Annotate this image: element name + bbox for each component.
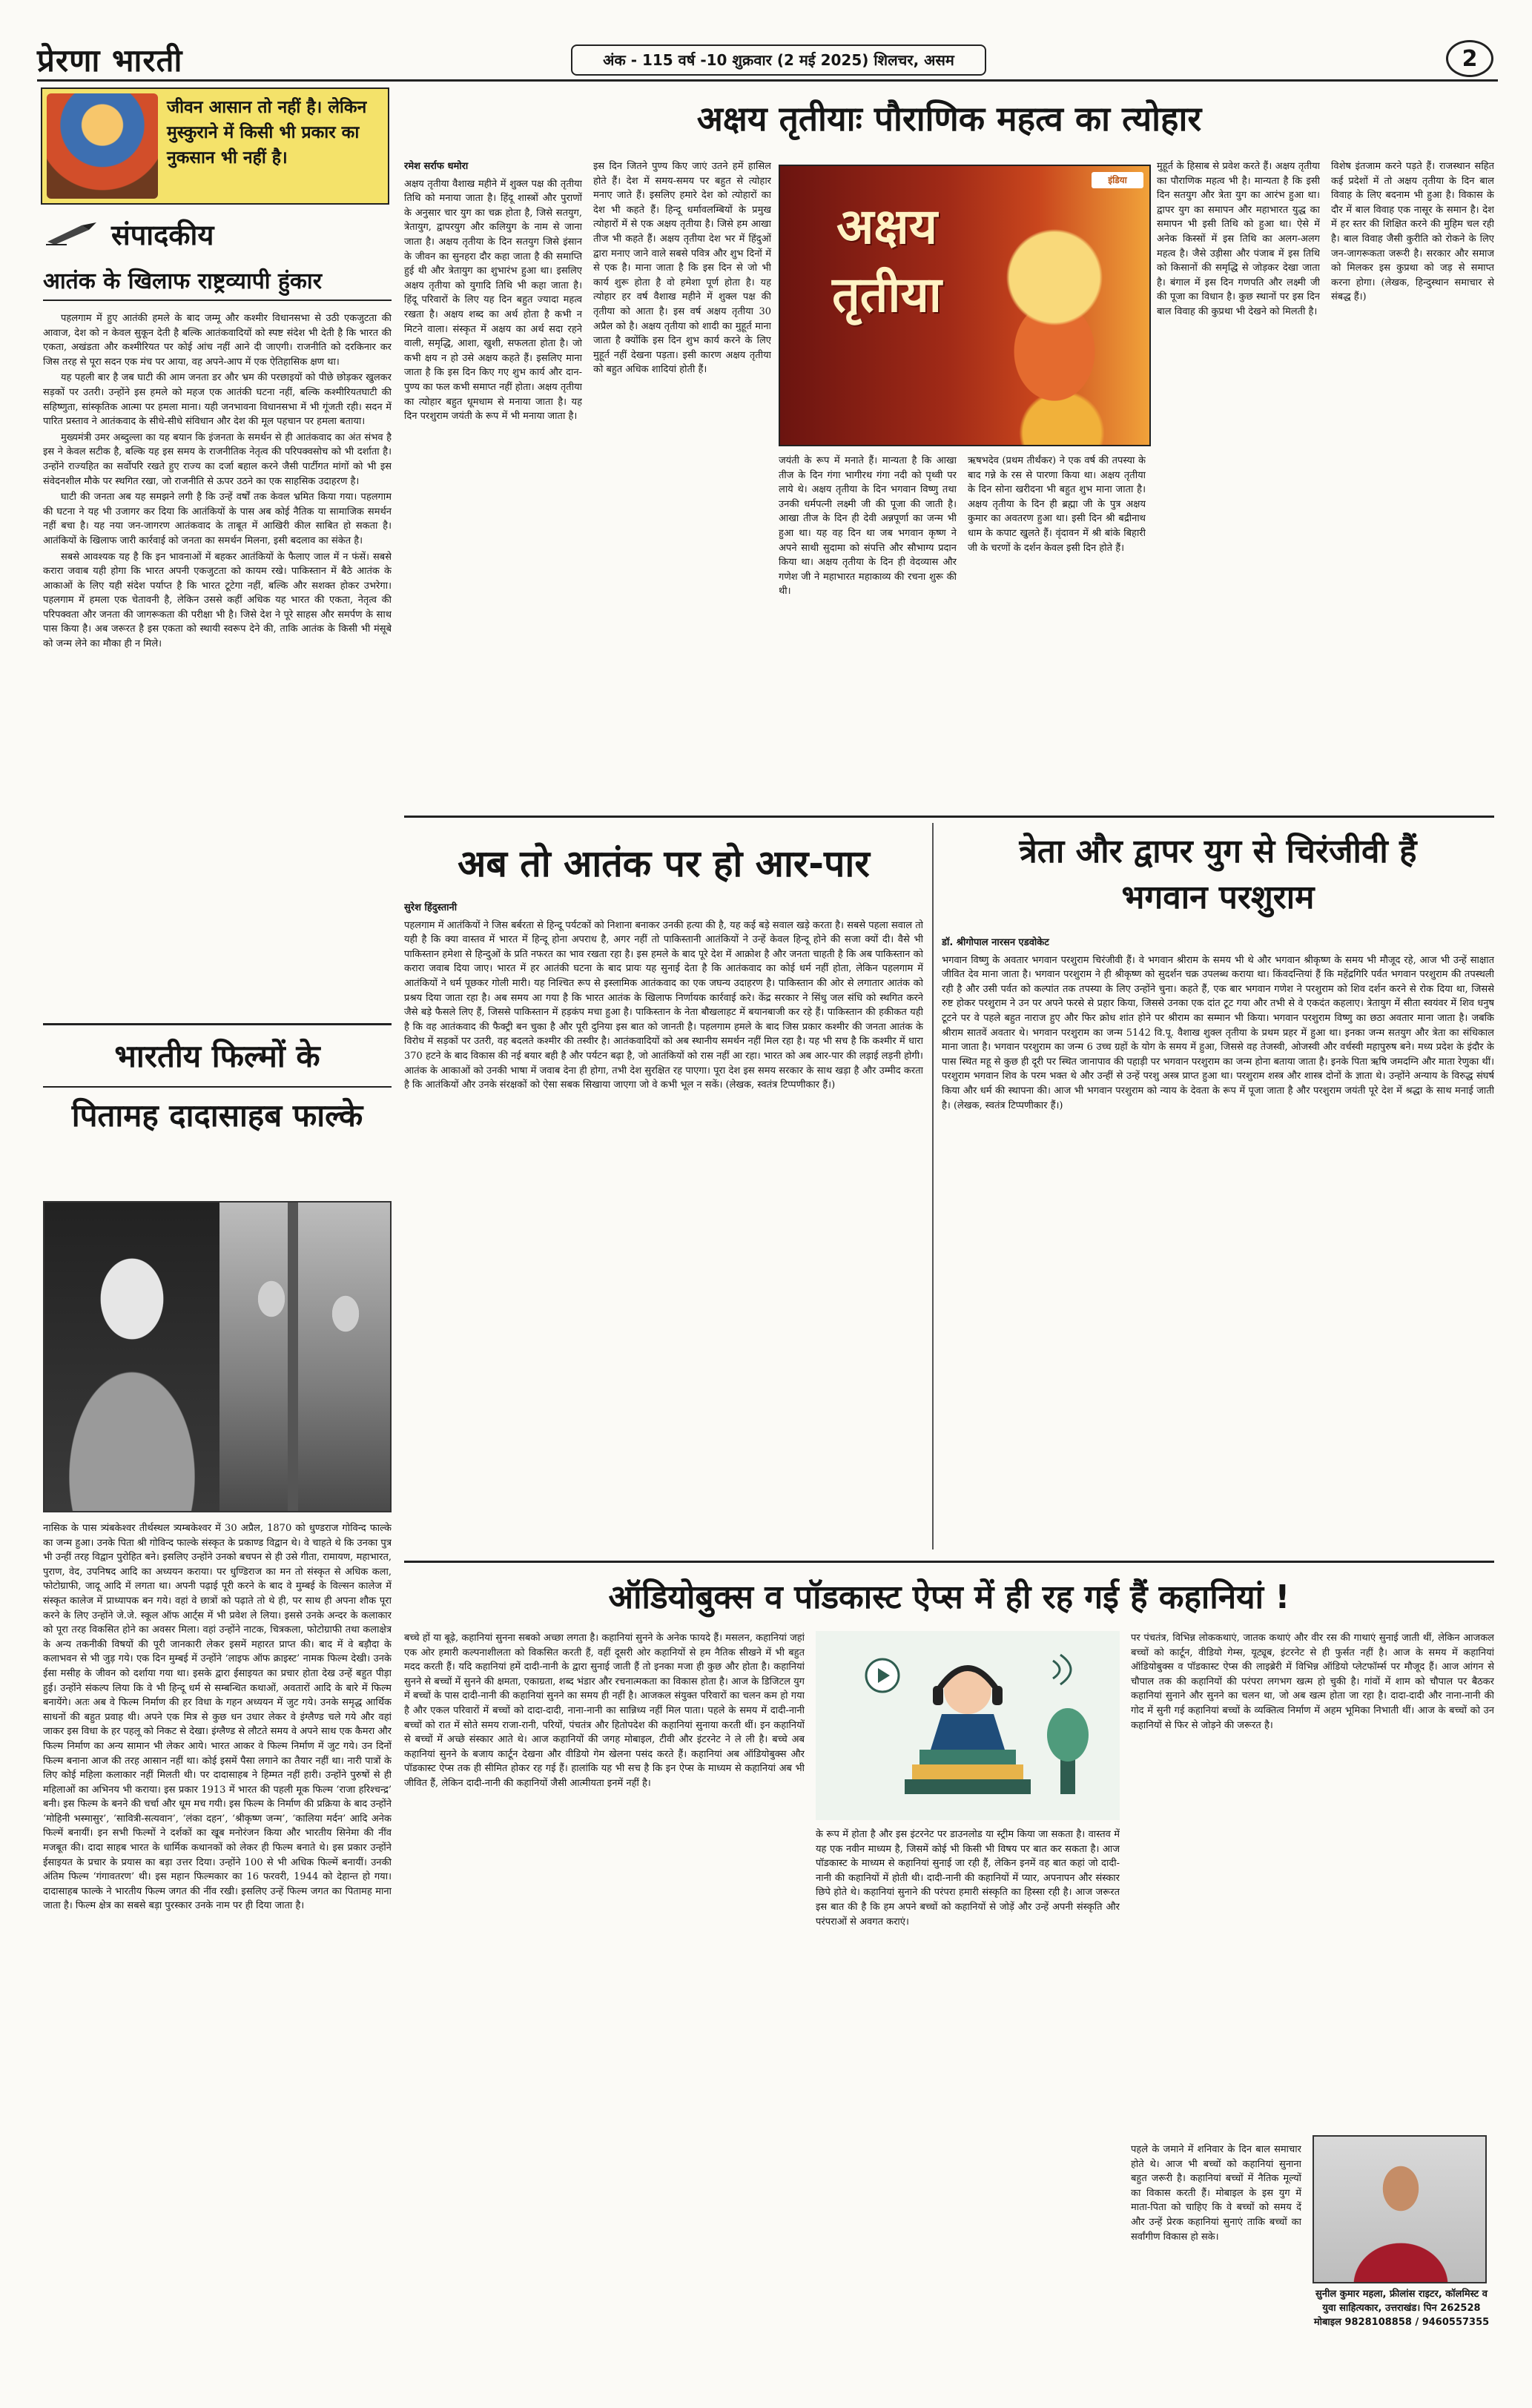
parshuram-title-line2: भगवान परशुराम: [1121, 879, 1315, 916]
audio-column-3: पर पंचतंत्र, विभिन्न लोककथाएं, जातक कथाएं और वीर रस की गाथाएं सुनाई जाती थीं, लेकिन आजकल बच्चों को कार्टून, वीडियो गेम्स, यूट्यूब, इंटरनेट से ही फुर्सत नहीं है। आज के समय में कहानियां ऑडियोबुक्स व पॉडकास्ट ऐप्स की लाइब्रेरी में विभिन्न ऑडियो प्लेटफॉर्म्स पर मौजूद हैं। आज आंगन से चौपाल तक की कहानियों की परंपरा लगभग खत्म हो चुकी है। गांवों में शाम को चौपाल पर बैठकर कहानियां सुनाने और सुनने का चलन था, जो अब खत्म होता जा रहा है। दादा-दादी और नाना-नानी की गोद में सुनी गई कहानियां बच्चों के व्यक्तित्व निर्माण में अहम भूमिका निभाती थीं। आज के बच्चों को उन कहानियों से फिर से जोड़ने की जरूरत है।: [1131, 1633, 1494, 1731]
film-article-body: नासिक के पास त्र्यंबकेश्वर तीर्थस्थल त्र्यम्बकेश्वर में 30 अप्रैल, 1870 को धुण्डराज गोविन्द फाल्के का जन्म हुआ। उनके पिता श्री गोविन्द फाल्के संस्कृत के प्रकाण्ड विद्वान थे। वे चाहते थे कि उनका पुत्र भी उन्हीं तरह विद्वान पुरोहित बने। इसलिए उन्होंने उनको बचपन से ही उसे गीता, रामायण, महाभारत, पुराण, वेद, उपनिषद आदि का अध्ययन कराया। पर धुण्डिराज का मन तो संस्कृत से अधिक कला, फोटोग्राफी, जादू आदि में लगता था। अपनी पढ़ाई पूरी करने के बाद वे मुम्बई के विल्सन कालेज में संस्कृत कालेज में प्राध्यापक बन गये। वहां वे छात्रों को पढ़ाते तो थे ही, पर साथ ही अपना शौक पूरा करने के लिए उन्होंने जे.जे. स्कूल ऑफ आर्ट्स में भी प्रवेश ले लिया। इससे उनके अन्दर के कलाकार को पूरा तरह विकसित होने का अवसर मिला। वहां उन्होंने नाटक, चित्रकला, फोटोग्राफी तथा कलाक्षेत्र के अन्य तकनीकी विषयों की पूरी जानकारी लेकर इसमें महारत प्राप्त की। बाद में वे बड़ौदा के कलाभवन से भी जुड़ गये। एक दिन मुम्बई में उन्होंने ‘लाइफ ऑफ क्राइस्ट’ नामक फिल्म देखी। उनके ईसा मसीह के जीवन को दर्शाया गया था। इसके द्वारा ईसाइयत का प्रचार होता देख उन्हें बहुत पीड़ा हुई। उन्होंने संकल्प लिया कि वे भी हिन्दू धर्म से सम्बन्धित कथाओं, अवतारों आदि के बारे में फिल्म बनायेंगे। अतः अब वे फिल्म निर्माण की हर विधा के गहन अध्ययन में जुट गये। उनके समृद्ध आर्थिक साधनों की बहुत प्रवाह थी। अपने एक मित्र से कुछ धन उधार लेकर वे इंग्लैण्ड चले गये और वहां जाकर इस विधा के हर पहलू को निकट से देखा। इंग्लैण्ड से लौटते समय वे अपने साथ एक कैमरा और फिल्म निर्माण का अन्य सामान भी लेकर आये। भारत आकर वे फिल्म निर्माण में जुट गये। उन दिनों फिल्म बनाना आज की तरह आसान नहीं था। कोई इसमें पैसा लगाने का तैयार नहीं था। नारी पात्रों के लिए कोई महिला कलाकार नहीं मिलती थी। पर दादासाहब ने हिम्मत नहीं हारी। उन्होंने पुरुषों से ही महिलाओं का अभिनय भी कराया। इस प्रकार 1913 में भारत की पहली मूक फिल्म ‘राजा हरिश्चन्द्र’ बनी। इस फिल्म के बनने की चर्चा और धूम मच गयी। इस फिल्म के निर्माण की प्रक्रिया के बाद उन्होंने ‘मोहिनी भस्मासुर’, ‘सावित्री-सत्यवान’, ‘लंका दहन’, ‘श्रीकृष्ण जन्म’, ‘कालिया मर्दन’ आदि अनेक फिल्में बनायीं। इन सभी फिल्मों ने दर्शकों का खूब मनोरंजन किया और भारतीय सिनेमा की नींव मजबूत की। दादा साहब भारत के धार्मिक कथानकों को लेकर ही फिल्म बनाते थे। इस प्रकार उन्होंने ईसाइयत के प्रचार के प्रयास का बड़ा उत्तर दिया। उन्होंने 100 से भी अधिक फिल्में बनायीं। उनकी अंतिम फिल्म ‘गंगावतरण’ थी। इस महान फिल्मकार का 16 फरवरी, 1944 को देहान्त हो गया। दादासाहब फाल्के ने भारतीय फिल्म जगत की नींव रखी। इसलिए उन्हें फिल्म जगत का पितामह माना जाता है। फिल्म क्षेत्र का सबसे बड़ा पुरस्कार उनके नाम पर ही दिया जाता है।: [43, 1523, 392, 1912]
akshaya-author: रमेश सर्राफ धमोरा: [404, 161, 469, 172]
film-title-line1: भारतीय फिल्मों के: [114, 1038, 320, 1074]
film-article-title: [43, 1023, 392, 1137]
film-photos: [43, 1201, 392, 1512]
section-divider: [404, 1561, 1494, 1563]
parshuram-body-text: भगवान विष्णु के अवतार भगवान परशुराम चिरंजीवी हैं। वे भगवान श्रीराम के समय भी थे और भगवान श्रीकृष्ण के समय भी मौजूद रहे, आज भी उन्हें साक्षात जीवित देव माना जाता है। भगवान परशुराम ने ही श्रीकृष्ण को सुदर्शन चक्र उपलब्ध कराया था। किंवदन्तियां हैं कि महेंद्रगिरि पर्वत भगवान परशुराम की तपस्थली रही है और उसी पर्वत को कल्पांत तक तपस्या के लिए उन्होंने चुना। कहते हैं, एक बार भगवान गणेश ने परशुराम को शिव दर्शन करने से रोक दिया था, जिससे रुष्ट होकर परशुराम ने उन पर अपने फरसे से प्रहार किया, जिससे उनका एक दांत टूट गया और तभी से वे एकदंत कहलाए। त्रेतायुग में सीता स्वयंवर में शिव धनुष टूटने पर वे पहले बहुत नाराज हुए और फिर क्रोध शांत होने पर श्रीराम का सम्मान भी किया। भगवान परशुराम विष्णु का छठा अवतार माना जाता है। जबकि श्रीराम सातवें अवतार थे। भगवान परशुराम का जन्म 5142 वि.पू. वैशाख शुक्ल तृतीया के प्रथम प्रहर में हुआ था। इनका जन्म सतयुग और त्रेता का संधिकाल माना जाता है। भगवान परशुराम का जन्म 6 उच्च ग्रहों के योग के समय में हुआ, जिससे वह तेजस्वी, ओजस्वी और वर्चस्वी महापुरुष बने। मध्य प्रदेश के इंदौर के पास स्थित महू से कुछ ही दूरी पर स्थित जानापाव की पहाड़ी पर भगवान परशुराम का जन्म होना बताया जाता है। इनके पिता ऋषि जमदग्नि और माता रेणुका थीं। परशुराम भगवान शिव के परम भक्त थे और उन्हीं से उन्हें परशु अस्त्र प्राप्त हुआ था। परशुराम शस्त्र और शास्त्र दोनों के ज्ञाता थे। उन्होंने अन्याय के विरुद्ध संघर्ष किया और धर्म की स्थापना की। आज भी भगवान परशुराम को न्याय के देवता के रूप में पूजा जाता है और परशुराम जयंती पूरे देश में श्रद्धा के साथ मनाई जाती है। (लेखक, स्वतंत्र टिप्पणीकार हैं।): [942, 954, 1494, 1111]
pen-icon: [44, 221, 101, 246]
akshaya-col1-text: अक्षय तृतीया वैशाख महीने में शुक्ल पक्ष की तृतीया तिथि को मनाया जाता है। हिंदू शास्त्रों और पुराणों के अनुसार चार युग का चक्र होता है, जिसे सतयुग, त्रेतायुग, द्वापरयुग और कलियुग के नाम से जाना जाता है। अक्षय तृतीया के दिन सतयुग जिसे इंसान के जीवन का सुनहरा दौर कहा जाता है की समाप्ति हुई थी और त्रेतायुग का शुभारंभ हुआ था। इसलिए अक्षय तृतीया को युगादि तिथि भी कहा जाता है। हिंदू परिवारों के लिए यह दिन बहुत ज्यादा महत्व रखता है। अक्षय शब्द का अर्थ होता है कभी न मिटने वाला। संस्कृत में अक्षय का अर्थ सदा रहने वाली, समृद्धि, आशा, खुशी, सफलता होता है। जो कभी क्षय न हो उसे अक्षय कहते हैं। इसलिए माना जाता है कि इस दिन किए गए शुभ कार्य और दान-पुण्य का फल कभी समाप्त नहीं होता। अक्षय तृतीया का त्योहार बहुत धूमधाम से मनाया जाता है। यह दिन परशुराम जयंती के रूप में भी मनाया जाता है।: [404, 178, 582, 423]
dateline: अंक - 115 वर्ष -10 शुक्रवार (2 मई 2025) शिलचर, असम: [571, 44, 986, 76]
column-divider: [932, 823, 934, 1549]
akshaya-image-text: अक्षय तृतीया: [832, 198, 942, 323]
editorial-title: आतंक के खिलाफ राष्ट्रव्यापी हुंकार: [43, 267, 392, 301]
editorial-paragraph: पहलगाम में हुए आतंकी हमले के बाद जम्मू और कश्मीर विधानसभा से उठी एकजुटता की आवाज, देश को न केवल सुकून देती है बल्कि आतंकवादियों को स्पष्ट संदेश भी देती है कि भारत की एकता, अखंडता और कश्मीरियत पर कोई आंच नहीं आने दी जाएगी। राजनीति को दरकिनार कर जिस तरह से पूरा सदन एक मंच पर आया, वह अपने-आप में एक ऐतिहासिक क्षण था।: [43, 313, 392, 368]
akshaya-column-1: [404, 159, 582, 804]
phalke-portrait-photo: [44, 1203, 219, 1511]
editorial-body: [43, 311, 392, 1008]
terror-article-title: अब तो आतंक पर हो आर-पार: [458, 842, 870, 885]
headphones-books-icon: [816, 1631, 1120, 1820]
parshuram-author: डॉ. श्रीगोपाल नारसन एडवोकेट: [942, 937, 1049, 948]
akshaya-article-title: अक्षय तृतीयाः पौराणिक महत्व का त्योहार: [696, 99, 1202, 139]
masthead: [37, 39, 1498, 82]
akshaya-tritiya-image: [779, 165, 1151, 446]
terror-author: सुरेश हिंदुस्तानी: [404, 902, 458, 913]
editorial-paragraph: सबसे आवश्यक यह है कि इन भावनाओं में बहकर आतंकियों के फैलाए जाल में न फंसें। सबसे करारा जवाब यही होगा कि भारत अपनी एकजुटता को कायम रखे। पाकिस्तान में बैठे आतंक के आकाओं के लिए यही संदेश पर्याप्त है कि भारत टूटेगा नहीं, बल्कि और सशक्त होकर उभरेगा। पहलगाम में हमला एक चेतावनी है, लेकिन उससे कहीं अधिक यह भारत की एकता, नेतृत्व की परिपक्वता और जनता की जागरूकता की परीक्षा भी है। जिसे देश ने पूरे साहस और समर्पण के साथ पास किया है। अब जरूरत है इस एकता को स्थायी स्वरूप देने की, ताकि आतंक के किसी भी मंसूबे को जन्म लेने का मौका ही न मिले।: [43, 551, 392, 650]
akshaya-column-5: मुहूर्त के हिसाब से प्रवेश करते हैं। अक्षय तृतीया का पौराणिक महत्व भी है। मान्यता है कि इसी दिन सतयुग और त्रेता युग का आरंभ हुआ था। द्वापर युग का समापन और महाभारत युद्ध का समापन भी इसी तिथि को हुआ था। ऐसे में अनेक किस्सों में इस तिथि का अलग-अलग महत्व है। जैसे उड़ीसा और पंजाब में इस तिथि को किसानों की समृद्धि से जोड़कर देखा जाता है। बंगाल में इस दिन गणपति और लक्ष्मी जी की पूजा का विधान है। कुछ स्थानों पर इस दिन बाल विवाह की कुप्रथा भी देखने को मिलती है।: [1157, 161, 1320, 317]
parshuram-title-line1: त्रेता और द्वापर युग से चिरंजीवी हैं: [1019, 833, 1417, 870]
editorial-paragraph: यह पहली बार है जब घाटी की आम जनता डर और भ्रम की परछाइयों को पीछे छोड़कर खुलकर सड़कों पर उतरी। उन्होंने इस हमले को महज एक आतंकी घटना नहीं, बल्कि कश्मीरियतघाटी की सहिष्णुता, सांस्कृतिक आत्मा पर हमला माना। यही जनभावना विधानसभा में भी गूंजती रही। सदन में पारित प्रस्ताव ने आतंकवाद के सीधे-सीधे संविधान और देश की मूल पहचान पर हमला बताया।: [43, 372, 392, 428]
editorial-paragraph: मुख्यमंत्री उमर अब्दुल्ला का यह बयान कि इंजनता के समर्थन से ही आतंकवाद का अंत संभव है इस ने केवल सटीक है, बल्कि यह इस समय के राजनीतिक नेतृत्व की परिपक्वसोच को भी दर्शाता है। उन्होंने राज्यहित का सर्वोपरि रखते हुए राज्य का दर्जा बहाल करने जैसी पार्टीगत मांगों को भी इस संवेदनशील मौके पर स्थगित रखा, जो राजनीति से ऊपर उठने का एक साहसिक उदाहरण है।: [43, 431, 392, 487]
editorial-paragraph: घाटी की जनता अब यह समझने लगी है कि उन्हें वर्षों तक केवल भ्रमित किया गया। पहलगाम की घटना ने यह भी उजागर कर दिया कि आतंकियों के पास अब कोई नैतिक या सामाजिक समर्थन नहीं बचा है। यह नया जन-जागरण आतंकवाद के ताबूत में आखिरी कील साबित हो सकता है। आतंकियों के खिलाफ जारी कार्रवाई को जनता का समर्थन मिलना, इसी बदलाव का संकेत है।: [43, 492, 392, 546]
author-photo: [1313, 2135, 1487, 2283]
akshaya-column-3: जयंती के रूप में मनाते हैं। मान्यता है कि आखा तीज के दिन गंगा भागीरथ गंगा नदी को पृथ्वी पर लाये थे। अक्षय तृतीया के दिन भगवान विष्णु तथा उनकी धर्मपत्नी लक्ष्मी जी की पूजा की जाती है। आखा तीज के दिन ही देवी अन्नपूर्णा का जन्म भी हुआ था। यह वह दिन था जब भगवान कृष्ण ने अपने साथी सुदामा को संपत्ति और सौभाग्य प्रदान किया था। अक्षय तृतीया के दिन ही वेदव्यास और गणेश जी ने महाभारत महाकाव्य की रचना शुरू की थी।: [779, 455, 957, 598]
parshuram-article-title: [942, 829, 1494, 921]
audio-column-2: के रूप में होता है और इस इंटरनेट पर डाउनलोड या स्ट्रीम किया जा सकता है। वास्तव में यह एक नवीन माध्यम है, जिसमें कोई भी किसी भी विषय पर बात कर सकता है। आज पॉडकास्ट के माध्यम से कहानियां सुनाई जा रही हैं, लेकिन इनमें वह बात कहां जो दादी-नानी की कहानियों में होती थी। दादी-नानी की कहानियों में प्यार, अपनापन और संस्कार छिपे होते थे। कहानियां सुनाने की परंपरा हमारी संस्कृति का हिस्सा रही है। आज जरूरत इस बात की है कि हम अपने बच्चों को कहानियों से जोड़ें और उन्हें अपनी संस्कृति और परंपराओं से अवगत कराएं।: [816, 1829, 1120, 1928]
audio-column-1: बच्चे हों या बूढ़े, कहानियां सुनना सबको अच्छा लगता है। कहानियां सुनने के अनेक फायदे हैं। मसलन, कहानियां जहां एक ओर हमारी कल्पनाशीलता को विकसित करती हैं, वहीं दूसरी ओर कहानियों से हम नैतिक सीखने में भी बहुत मदद करती हैं। यदि कहानियां हमें दादी-नानी के द्वारा सुनाई जाती हैं तो इनका मजा ही कुछ और होता है। कहानियां सुनने से बच्चों में सुनने की क्षमता, एकाग्रता, शब्द भंडार और रचनात्मकता का विकास होता है। आज के डिजिटल युग में बच्चों के पास दादी-नानी की कहानियां सुनने का समय ही नहीं है। आजकल संयुक्त परिवारों का चलन कम हो गया है और एकल परिवारों में बच्चों को दादा-दादी, नाना-नानी का सान्निध्य नहीं मिल पाता। पहले के समय में दादी-नानी बच्चों को रात में सोते समय राजा-रानी, परियों, पंचतंत्र और हितोपदेश की कहानियां सुनाया करती थीं। इन कहानियों से बच्चों में अच्छे संस्कार आते थे। आज कहानियों की जगह मोबाइल, टीवी और इंटरनेट ने ले ली है। बच्चे अब कहानियां सुनने के बजाय कार्टून देखना और वीडियो गेम खेलना पसंद करते हैं। कहानियां अब ऑडियोबुक्स और पॉडकास्ट ऐप्स तक ही सीमित होकर रह गई हैं। हालांकि यह भी सच है कि इन ऐप्स के माध्यम से कहानियां अब भी जीवित हैं, लेकिन दादी-नानी की कहानियों जैसी आत्मीयता इनमें नहीं है।: [404, 1633, 805, 1789]
akshaya-column-6: विशेष इंतजाम करने पड़ते हैं। राजस्थान सहित कई प्रदेशों में तो अक्षय तृतीया के दिन बाल विवाह के लिए बदनाम भी हुआ है। विकास के दौर में बाल विवाह एक नासूर के समान है। देश में हर स्तर की शिक्षित करने की मुहिम चल रही है। बाल विवाह जैसी कुरीति को रोकने के लिए जन-जागरूकता जरूरी है। सरकार और समाज को मिलकर इस कुप्रथा को जड़ से समाप्त करना होगा। (लेखक, हिन्दुस्थान समाचार से संबद्ध हैं।): [1331, 161, 1494, 303]
editorial-header: [44, 215, 386, 255]
film-title-line2: पितामह दादासाहब फाल्के: [43, 1086, 392, 1137]
section-divider: [404, 816, 1494, 818]
quote-box: [41, 87, 389, 205]
terror-article-body: [404, 901, 923, 1546]
akshaya-column-4: ऋषभदेव (प्रथम तीर्थंकर) ने एक वर्ष की तपस्या के बाद गन्ने के रस से पारणा किया था। अक्षय तृतीया के दिन सोना खरीदना भी बहुत शुभ माना जाता है। अक्षय तृतीया के दिन ही ब्रह्मा जी के पुत्र अक्षय कुमार का अवतरण हुआ था। इसी दिन श्री बद्रीनाथ धाम के कपाट खुलते हैं। वृंदावन में श्री बांके बिहारी जी के चरणों के दर्शन केवल इसी दिन होते हैं।: [968, 455, 1146, 554]
audio-column-4: पहले के जमाने में शनिवार के दिन बाल समाचार होते थे। आज भी बच्चों को कहानियां सुनाना बहुत जरूरी है। कहानियां बच्चों में नैतिक मूल्यों का विकास करती हैं। मोबाइल के इस युग में माता-पिता को चाहिए कि वे बच्चों को समय दें और उन्हें प्रेरक कहानियां सुनाएं ताकि बच्चों का सर्वांगीण विकास हो सके।: [1131, 2144, 1301, 2243]
paper-name: प्रेरणा भारती: [37, 42, 183, 79]
film-scene-photo: [219, 1203, 390, 1511]
image-brand-logo: इंडिया: [1092, 172, 1143, 188]
parshuram-article-body: [942, 936, 1494, 1544]
editorial-label: संपादकीय: [111, 219, 214, 251]
quote-text: जीवन आसान तो नहीं है। लेकिन मुस्कुराने में किसी भी प्रकार का नुकसान भी नहीं है।: [167, 98, 367, 168]
krishna-illustration-icon: [47, 93, 158, 199]
audio-article-title: ऑडियोबुक्स व पॉडकास्ट ऐप्स में ही रह गई हैं कहानियां !: [608, 1578, 1290, 1616]
akshaya-column-2: इस दिन जितने पुण्य किए जाएं उतने हमें हासिल होते हैं। देश में समय-समय पर बहुत से त्योहार मनाए जाते हैं। इसलिए हमारे देश को त्योहारों का देश भी कहते हैं। हिन्दू धर्मावलम्बियों के प्रमुख त्योहारों में से एक अक्षय तृतीया है। जिसे हम आखा तीज भी कहते हैं। अक्षय तृतीया देश भर में हिंदुओं द्वारा मनाए जाने वाले सबसे पवित्र और शुभ दिनों में से एक है। माना जाता है कि इस दिन से जो भी कार्य शुरू होता है वो हमेशा पूर्ण होता है। यह त्योहार हर वर्ष वैशाख महीने में शुक्ल पक्ष की तृतीया को आता है। इस वर्ष अक्षय तृतीया 30 अप्रैल को है। अक्षय तृतीया को शादी का मुहूर्त माना जाता है क्योंकि इस दिन शुभ कार्य करने के लिए मुहूर्त नहीं देखना पड़ता। इसी कारण अक्षय तृतीया को बहुत अधिक शादियां होती हैं।: [593, 161, 771, 376]
author-caption: सुनील कुमार महला, फ्रीलांस राइटर, कॉलमिस्ट व युवा साहित्यकार, उत्तराखंड। पिन 262528 मोबाइल 9828108858 / 9460557355: [1313, 2289, 1490, 2328]
page-number: 2: [1446, 40, 1493, 77]
podcast-illustration: [816, 1631, 1120, 1820]
terror-body-text: पहलगाम में आतंकियों ने जिस बर्बरता से हिन्दू पर्यटकों को निशाना बनाकर उनकी हत्या की है, यह कई बड़े सवाल खड़े करता है। सबसे पहला सवाल तो यही है कि क्या वास्तव में भारत में हिन्दू होना अपराध है, अगर नहीं तो पाकिस्तानी आतंकियों ने उन्हें केवल हिन्दू होने की सजा क्यों दी। वैसे भी पाकिस्तान हमेशा से हिन्दुओं के प्रति नफरत का भाव रखता रहा है। इस हमले के बाद पूरे देश में आक्रोश है और जनता चाहती है कि अब पाकिस्तान को करारा जवाब दिया जाए। भारत में हर आतंकी घटना के बाद प्रायः यह सुनाई देता है कि आतंकवाद का कोई धर्म नहीं होता, लेकिन पहलगाम में आतंकियों ने धर्म पूछकर गोली मारी। यह निश्चित रूप से इस्लामिक आतंकवाद का एक जघन्य उदाहरण है। पाकिस्तान की ओर से लगातार आतंक को प्रश्रय दिया जाता रहा है। अब समय आ गया है कि भारत आतंक के खिलाफ निर्णायक कार्रवाई करे। केंद्र सरकार ने सिंधु जल संधि को स्थगित करने जैसे बड़े फैसले लिए हैं, जिससे पाकिस्तान में हड़कंप मचा हुआ है। पाकिस्तान के नेता बौखलाहट में बयानबाजी कर रहे हैं। पाकिस्तान की हकीकत यही है कि वह आतंकवाद की फैक्ट्री बन चुका है और पूरी दुनिया इस बात को जानती है। पहलगाम हमले के बाद जिस प्रकार कश्मीर की जनता आतंक के विरोध में सड़कों पर उतरी, वह बदलते कश्मीर की तस्वीर है। आतंकवादियों को अब स्थानीय समर्थन नहीं मिल रहा है। यह भी सच है कि कश्मीर में धारा 370 हटने के बाद विकास की नई बयार बही है और पर्यटन बढ़ा है, जो आतंकियों को रास नहीं आ रहा। भारत को अब आर-पार की लड़ाई लड़नी होगी। आतंक के आकाओं को उनकी भाषा में जवाब देना ही होगा, तभी देश सुरक्षित रह पाएगा। पूरा देश इस समय सरकार के साथ खड़ा है और उम्मीद करता है कि आतंकियों और उनके संरक्षकों को ऐसा सबक सिखाया जाएगा जो वे कभी भूल न सकें। (लेखक, स्वतंत्र टिप्पणीकार हैं।): [404, 919, 923, 1091]
